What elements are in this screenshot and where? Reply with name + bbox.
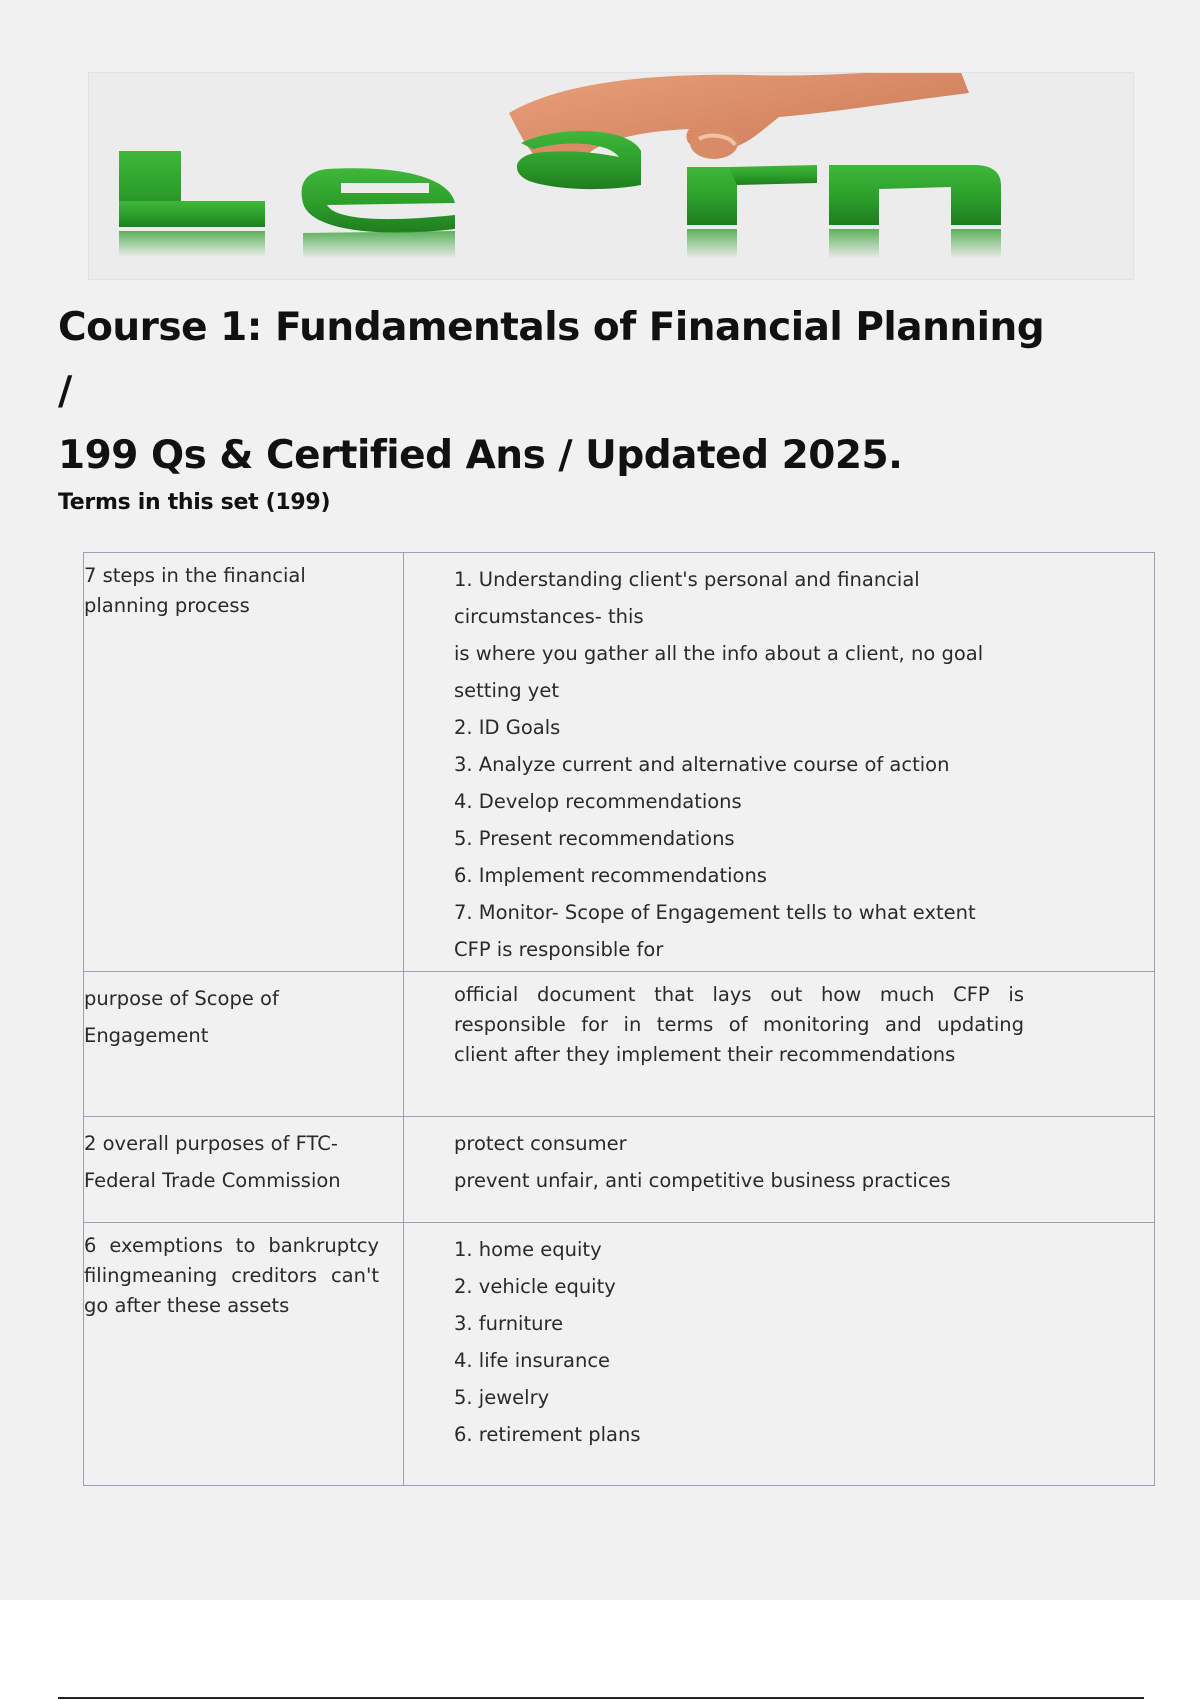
- terms-table: [83, 552, 1155, 1486]
- definition-text: official document that lays out how much CFP is: [454, 983, 1024, 1006]
- terms-set-heading: Terms in this set (199): [58, 490, 331, 515]
- definition-text: 7. Monitor- Scope of Engagement tells to what extent: [454, 901, 976, 924]
- definition-text: 2. vehicle equity: [454, 1275, 616, 1298]
- letter-e: [302, 168, 455, 232]
- definition-text: 4. life insurance: [454, 1349, 611, 1372]
- table-row: [84, 972, 1155, 1117]
- definition-text: 3. Analyze current and alternative course of action: [454, 753, 950, 776]
- footer-divider: [58, 1697, 1144, 1699]
- definition-text: 4. Develop recommendations: [454, 790, 742, 813]
- term-cell: [84, 972, 404, 1117]
- term-text: 7 steps in the financial: [84, 564, 306, 587]
- term-text: purpose of Scope of: [84, 987, 279, 1010]
- letter-l: [119, 151, 265, 227]
- definition-text: protect consumer: [454, 1132, 627, 1155]
- term-cell: [84, 1117, 404, 1223]
- term-text: Engagement: [84, 1024, 209, 1047]
- table-row: [84, 1223, 1155, 1486]
- definition-text: 5. jewelry: [454, 1386, 550, 1409]
- definition-cell: [404, 1223, 1155, 1486]
- letter-a: [517, 131, 641, 189]
- term-text: 6 exemptions to bankruptcy: [84, 1234, 379, 1257]
- definition-text: is where you gather all the info about a client, no goal setting yet: [454, 642, 984, 702]
- title-line-1: Course 1: Fundamentals of Financial Planning /: [58, 305, 1045, 414]
- term-cell: [84, 553, 404, 972]
- definition-text: client after they implement their recommendations: [454, 1043, 956, 1066]
- definition-text: 1. home equity: [454, 1238, 602, 1261]
- definition-text: 5. Present recommendations: [454, 827, 735, 850]
- title-line-2: 199 Qs & Certified Ans / Updated 2025.: [58, 433, 903, 478]
- letter-n: [829, 165, 1001, 225]
- definition-text: 3. furniture: [454, 1312, 564, 1335]
- definition-text: 2. ID Goals: [454, 716, 561, 739]
- definition-text: 6. Implement recommendations: [454, 864, 767, 887]
- definition-text: responsible for in terms of monitoring and updating: [454, 1013, 1024, 1036]
- term-text: 2 overall purposes of FTC-: [84, 1132, 338, 1155]
- term-text: filingmeaning creditors can't: [84, 1264, 379, 1287]
- term-text: Federal Trade Commission: [84, 1169, 341, 1192]
- definition-text: 6. retirement plans: [454, 1423, 641, 1446]
- definition-text: CFP is responsible for: [454, 938, 664, 961]
- letter-reflection: [119, 229, 1001, 259]
- definition-cell: [404, 553, 1155, 972]
- term-cell: [84, 1223, 404, 1486]
- learn-banner-image: [88, 72, 1134, 280]
- learn-logo-graphic: [89, 73, 1134, 280]
- page-title: [58, 296, 1058, 488]
- definition-cell: [404, 972, 1155, 1117]
- term-text: planning process: [84, 594, 250, 617]
- table-row: [84, 1117, 1155, 1223]
- definition-text: prevent unfair, anti competitive business practices: [454, 1169, 951, 1192]
- definition-text: 1. Understanding client's personal and financial circumstances- this: [454, 568, 920, 628]
- definition-cell: [404, 1117, 1155, 1223]
- term-text: go after these assets: [84, 1294, 290, 1317]
- letter-r: [687, 165, 817, 225]
- table-row: [84, 553, 1155, 972]
